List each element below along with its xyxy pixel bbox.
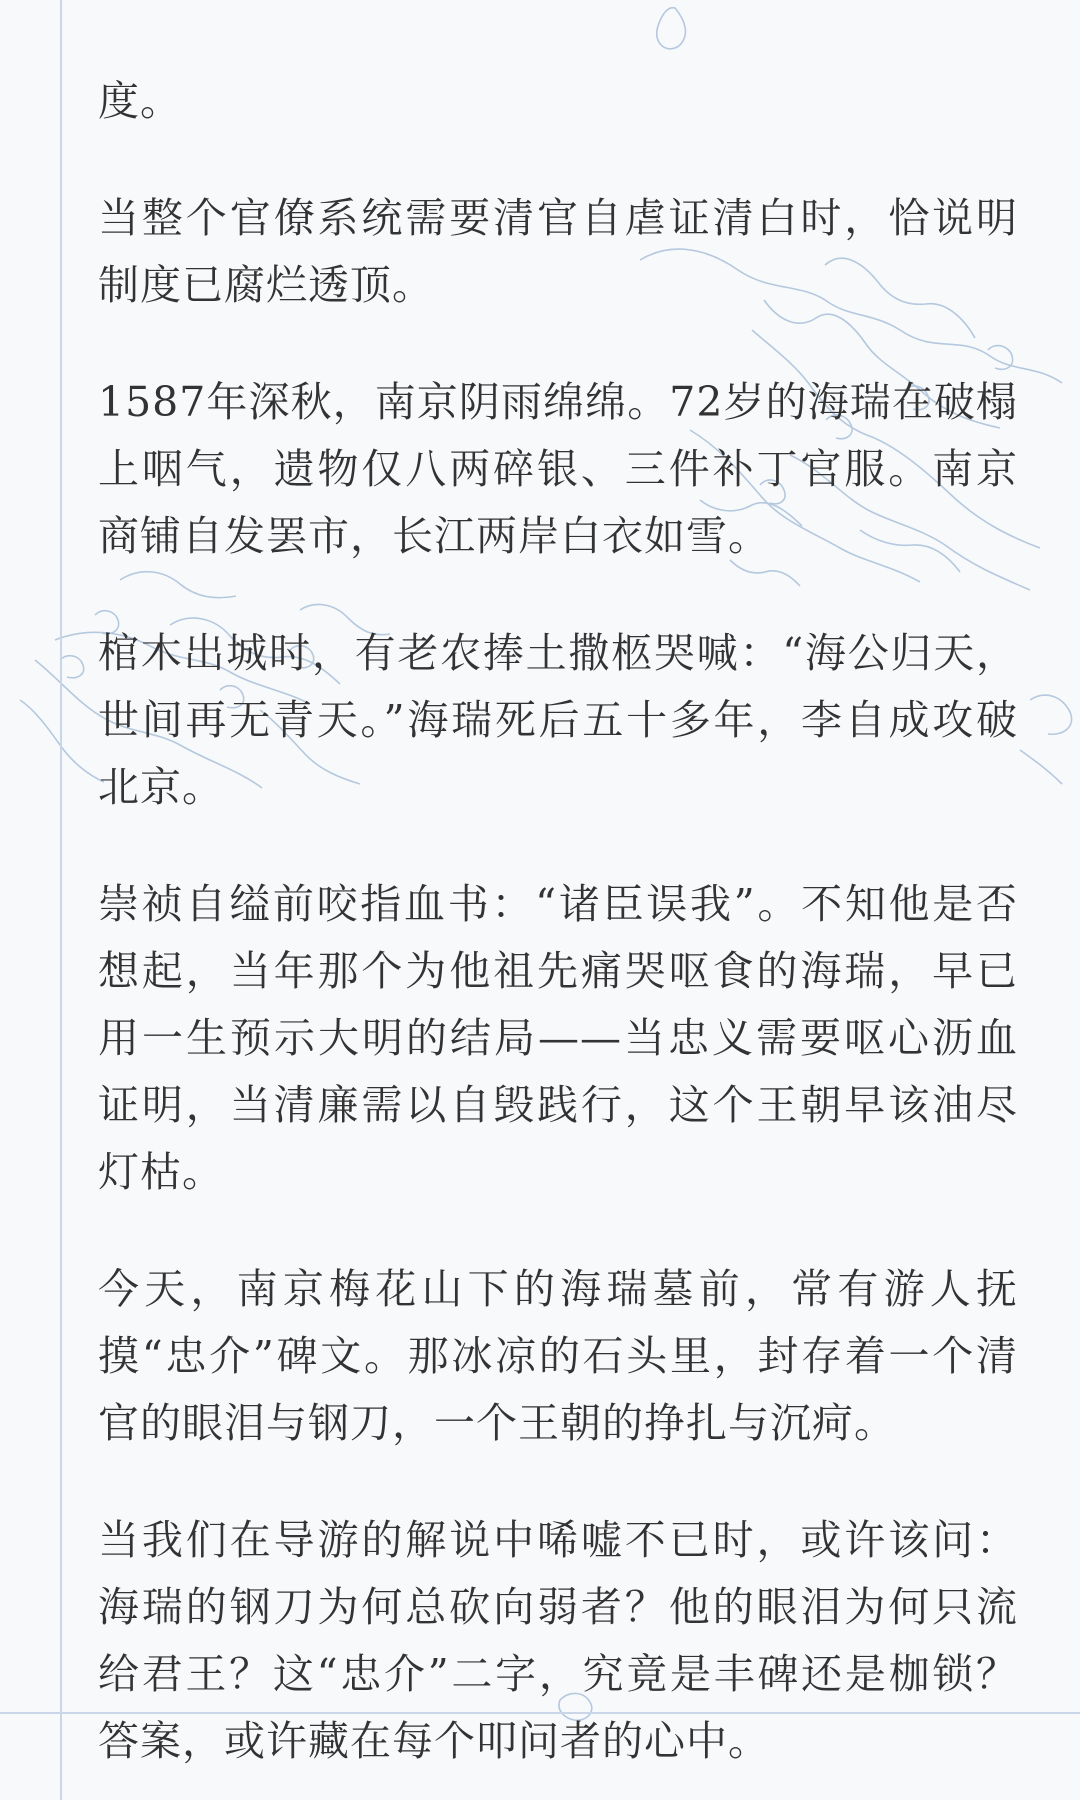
- paragraph: 当整个官僚系统需要清官自虐证清白时，恰说明制度已腐烂透顶。: [98, 194, 1018, 309]
- paragraph: 当我们在导游的解说中唏嘘不已时，或许该问：海瑞的钢刀为何总砍向弱者？他的眼泪为何只流给君王？这“忠介”二字，究竟是丰碑还是枷锁？答案，或许藏在每个叩问者的心中。: [98, 1516, 1018, 1765]
- paragraph: 今天，南京梅花山下的海瑞墓前，常有游人抚摸“忠介”碑文。那冰凉的石头里，封存着一个清官的眼泪与钢刀，一个王朝的挣扎与沉疴。: [98, 1265, 1018, 1447]
- paragraph: 棺木出城时，有老农捧土撒柩哭喊：“海公归天，世间再无青天。”海瑞死后五十多年，李自成攻破北京。: [98, 629, 1018, 811]
- left-margin-rule: [60, 0, 62, 1800]
- paragraph: 1587年深秋，南京阴雨绵绵。72岁的海瑞在破榻上咽气，遗物仅八两碎银、三件补丁官服。南京商铺自发罢市，长江两岸白衣如雪。: [98, 378, 1018, 560]
- paragraph: 度。: [98, 77, 182, 125]
- paragraph: 崇祯自缢前咬指血书：“诸臣误我”。不知他是否想起，当年那个为他祖先痛哭呕食的海瑞，早已用一生预示大明的结局——当忠义需要呕心沥血证明，当清廉需以自毁践行，这个王朝早该油尽灯枯。: [98, 880, 1018, 1196]
- article-body: [98, 68, 1018, 1800]
